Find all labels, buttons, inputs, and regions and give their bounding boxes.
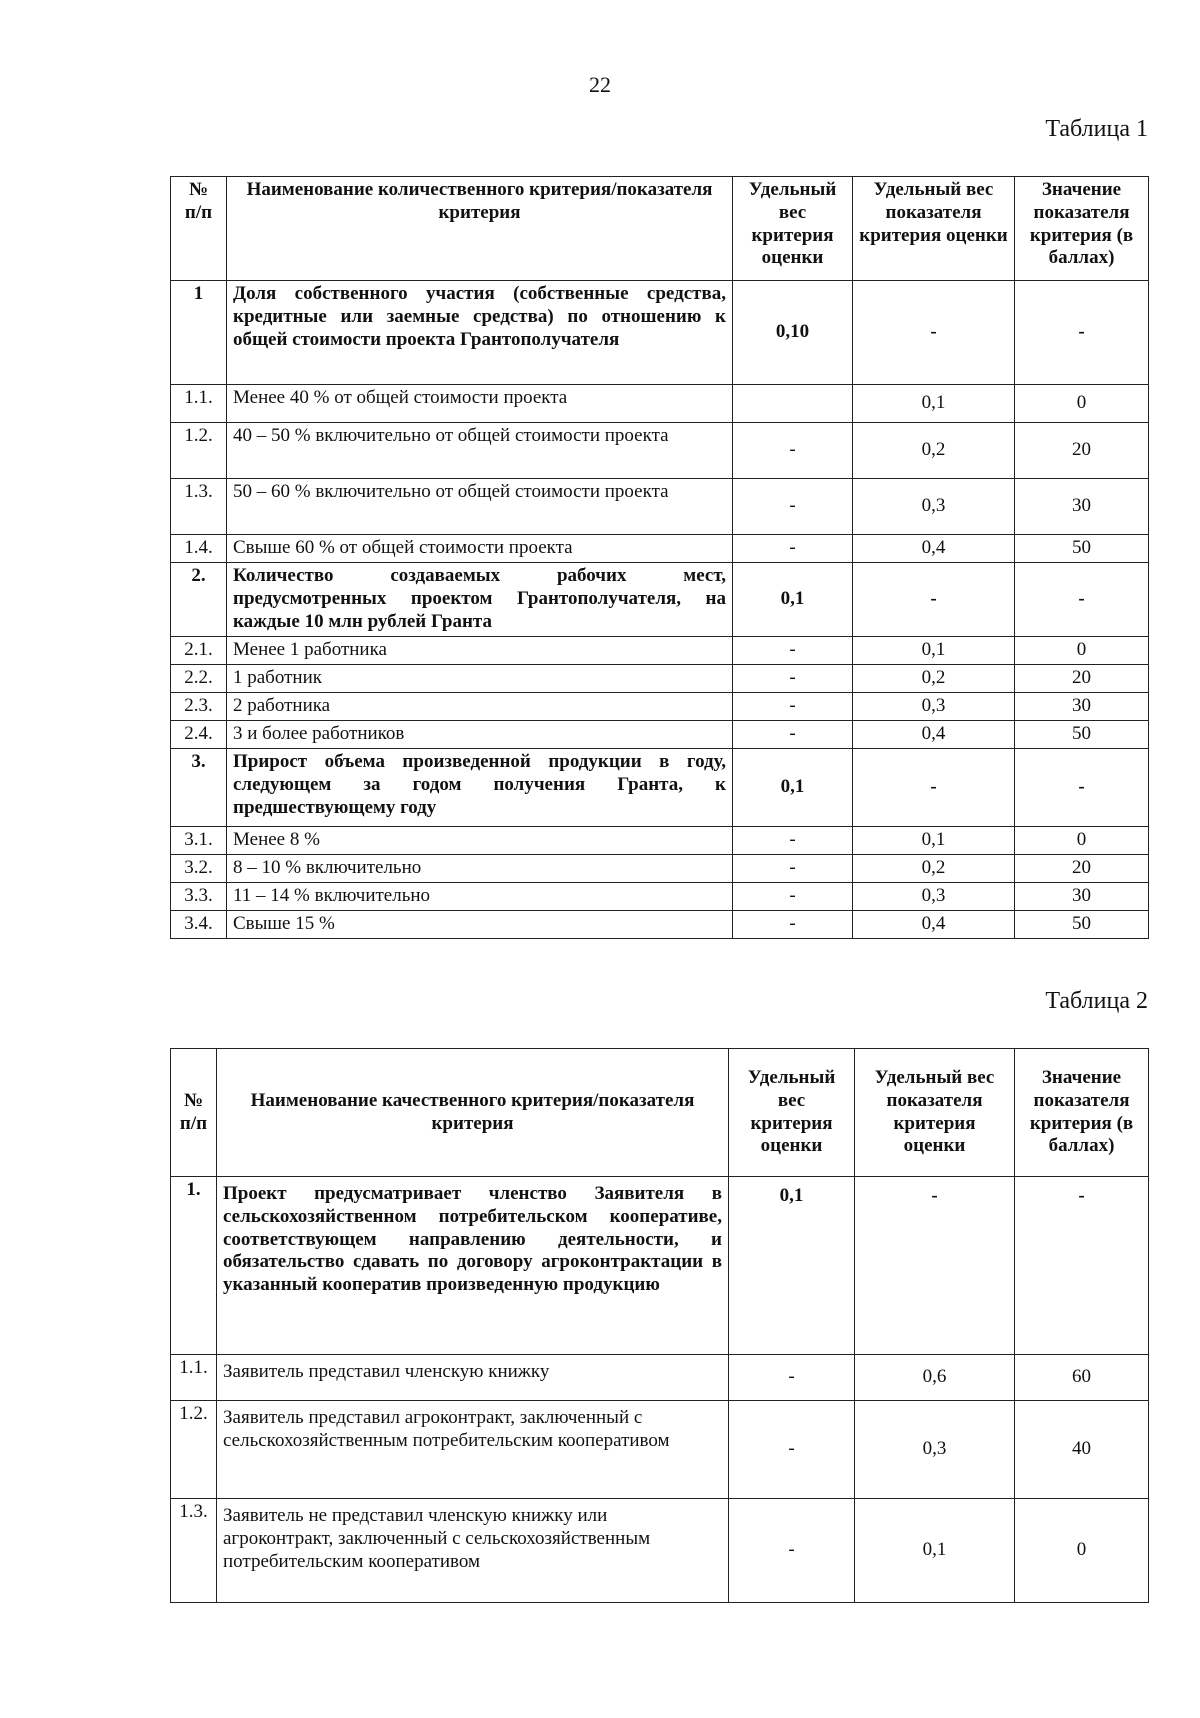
indicator-value: 0 — [1015, 827, 1149, 855]
table-row — [171, 385, 1149, 423]
indicator-weight: 0,6 — [855, 1355, 1015, 1401]
indicator-weight: 0,2 — [853, 665, 1015, 693]
indicator-value: 60 — [1015, 1355, 1149, 1401]
criterion-name: Менее 8 % — [227, 827, 733, 855]
criterion-weight: 0,1 — [729, 1177, 855, 1355]
indicator-value: 40 — [1015, 1401, 1149, 1499]
table-row — [171, 637, 1149, 665]
criterion-weight: 0,1 — [733, 749, 853, 827]
criterion-weight: - — [733, 479, 853, 535]
criterion-name: Свыше 15 % — [227, 911, 733, 939]
row-number: 2.3. — [171, 693, 227, 721]
indicator-value: - — [1015, 1177, 1149, 1355]
table-row — [171, 827, 1149, 855]
indicator-weight: - — [853, 563, 1015, 637]
criterion-name: 50 – 60 % включительно от общей стоимости проекта — [227, 479, 733, 535]
indicator-weight: 0,1 — [853, 385, 1015, 423]
criterion-weight: - — [733, 637, 853, 665]
qualitative-criteria-table — [170, 1048, 1149, 1603]
criterion-weight: - — [733, 721, 853, 749]
criterion-name: Свыше 60 % от общей стоимости проекта — [227, 535, 733, 563]
criterion-weight: - — [733, 827, 853, 855]
criterion-weight: - — [733, 911, 853, 939]
criterion-weight: - — [733, 423, 853, 479]
header-criterion-weight: Удельный вес критерия оценки — [733, 177, 853, 281]
criterion-weight — [733, 385, 853, 423]
row-number: 1.2. — [171, 423, 227, 479]
criterion-name: Доля собственного участия (собственные средства, кредитные или заемные средства) по отношению к общей стоимости проекта Грантополучателя — [227, 281, 733, 385]
criterion-name: Заявитель представил агроконтракт, заключенный с сельскохозяйственным потребительским кооперативом — [217, 1401, 729, 1499]
table-row — [171, 749, 1149, 827]
indicator-value: 0 — [1015, 1499, 1149, 1603]
indicator-weight: 0,4 — [853, 911, 1015, 939]
criterion-weight: - — [733, 535, 853, 563]
row-number: 1.3. — [171, 479, 227, 535]
row-number: 1.1. — [171, 385, 227, 423]
row-number: 1.2. — [171, 1401, 217, 1499]
quantitative-criteria-table — [170, 176, 1149, 939]
row-number: 1.3. — [171, 1499, 217, 1603]
row-number: 2. — [171, 563, 227, 637]
criterion-weight: - — [733, 855, 853, 883]
table-row — [171, 423, 1149, 479]
indicator-weight: 0,1 — [853, 827, 1015, 855]
header-indicator-weight: Удельный вес показателя критерия оценки — [855, 1049, 1015, 1177]
indicator-weight: 0,3 — [853, 479, 1015, 535]
header-number: № п/п — [171, 177, 227, 281]
criterion-weight: - — [733, 883, 853, 911]
table-row — [171, 665, 1149, 693]
table-row — [171, 281, 1149, 385]
criterion-weight: - — [733, 693, 853, 721]
row-number: 2.2. — [171, 665, 227, 693]
indicator-value: 0 — [1015, 637, 1149, 665]
row-number: 3.1. — [171, 827, 227, 855]
row-number: 3.3. — [171, 883, 227, 911]
row-number: 3. — [171, 749, 227, 827]
header-indicator-weight: Удельный вес показателя критерия оценки — [853, 177, 1015, 281]
row-number: 2.1. — [171, 637, 227, 665]
table-row — [171, 563, 1149, 637]
row-number: 1. — [171, 1177, 217, 1355]
page-number: 22 — [589, 72, 611, 97]
criterion-weight: 0,1 — [733, 563, 853, 637]
criterion-name: 8 – 10 % включительно — [227, 855, 733, 883]
criterion-name: 40 – 50 % включительно от общей стоимости проекта — [227, 423, 733, 479]
table-row — [171, 535, 1149, 563]
criterion-name: Заявитель представил членскую книжку — [217, 1355, 729, 1401]
indicator-weight: 0,3 — [853, 693, 1015, 721]
indicator-weight: - — [853, 281, 1015, 385]
table-row — [171, 721, 1149, 749]
criterion-weight: - — [733, 665, 853, 693]
criterion-weight: 0,10 — [733, 281, 853, 385]
indicator-weight: 0,1 — [853, 637, 1015, 665]
row-number: 1 — [171, 281, 227, 385]
indicator-weight: 0,1 — [855, 1499, 1015, 1603]
indicator-weight: 0,3 — [855, 1401, 1015, 1499]
indicator-value: 50 — [1015, 721, 1149, 749]
criterion-weight: - — [729, 1355, 855, 1401]
indicator-value: 0 — [1015, 385, 1149, 423]
row-number: 2.4. — [171, 721, 227, 749]
indicator-weight: 0,4 — [853, 535, 1015, 563]
table-1-caption: Таблица 1 — [1045, 116, 1148, 142]
table-row — [171, 911, 1149, 939]
header-criterion-name: Наименование количественного критерия/показателя критерия — [227, 177, 733, 281]
table-row — [171, 883, 1149, 911]
criterion-name: 3 и более работников — [227, 721, 733, 749]
row-number: 3.4. — [171, 911, 227, 939]
indicator-weight: - — [855, 1177, 1015, 1355]
criterion-name: 11 – 14 % включительно — [227, 883, 733, 911]
header-criterion-weight: Удельный вес критерия оценки — [729, 1049, 855, 1177]
indicator-weight: 0,2 — [853, 855, 1015, 883]
criterion-name: 1 работник — [227, 665, 733, 693]
table-row — [171, 855, 1149, 883]
criterion-name: Прирост объема произведенной продукции в году, следующем за годом получения Гранта, к предшествующему году — [227, 749, 733, 827]
indicator-value: 20 — [1015, 423, 1149, 479]
indicator-weight: 0,4 — [853, 721, 1015, 749]
table-row — [171, 693, 1149, 721]
criterion-name: Заявитель не представил членскую книжку или агроконтракт, заключенный с сельскохозяйственным потребительским кооперативом — [217, 1499, 729, 1603]
indicator-value: 20 — [1015, 665, 1149, 693]
header-indicator-value: Значение показателя критерия (в баллах) — [1015, 1049, 1149, 1177]
indicator-value: - — [1015, 281, 1149, 385]
indicator-value: 50 — [1015, 911, 1149, 939]
criterion-weight: - — [729, 1401, 855, 1499]
indicator-value: 30 — [1015, 883, 1149, 911]
indicator-weight: 0,2 — [853, 423, 1015, 479]
row-number: 3.2. — [171, 855, 227, 883]
table-row — [171, 1355, 1149, 1401]
indicator-value: 50 — [1015, 535, 1149, 563]
criterion-name: Проект предусматривает членство Заявителя в сельскохозяйственном потребительском кооперативе, соответствующем направлению деятельности, и обязательство сдавать по договору агроконтрактации в указанный кооператив произведенную продукцию — [217, 1177, 729, 1355]
table-row — [171, 1177, 1149, 1355]
table-row — [171, 479, 1149, 535]
indicator-value: - — [1015, 563, 1149, 637]
header-indicator-value: Значение показателя критерия (в баллах) — [1015, 177, 1149, 281]
criterion-name: 2 работника — [227, 693, 733, 721]
table-header-row — [171, 1049, 1149, 1177]
criterion-name: Количество создаваемых рабочих мест, предусмотренных проектом Грантополучателя, на каждые 10 млн рублей Гранта — [227, 563, 733, 637]
indicator-weight: 0,3 — [853, 883, 1015, 911]
row-number: 1.1. — [171, 1355, 217, 1401]
header-number: № п/п — [171, 1049, 217, 1177]
criterion-name: Менее 1 работника — [227, 637, 733, 665]
indicator-value: 30 — [1015, 693, 1149, 721]
header-criterion-name: Наименование качественного критерия/показателя критерия — [217, 1049, 729, 1177]
indicator-value: 20 — [1015, 855, 1149, 883]
row-number: 1.4. — [171, 535, 227, 563]
criterion-weight: - — [729, 1499, 855, 1603]
table-header-row — [171, 177, 1149, 281]
indicator-value: - — [1015, 749, 1149, 827]
table-row — [171, 1401, 1149, 1499]
table-row — [171, 1499, 1149, 1603]
table-2-caption: Таблица 2 — [1045, 988, 1148, 1014]
criterion-name: Менее 40 % от общей стоимости проекта — [227, 385, 733, 423]
indicator-value: 30 — [1015, 479, 1149, 535]
indicator-weight: - — [853, 749, 1015, 827]
